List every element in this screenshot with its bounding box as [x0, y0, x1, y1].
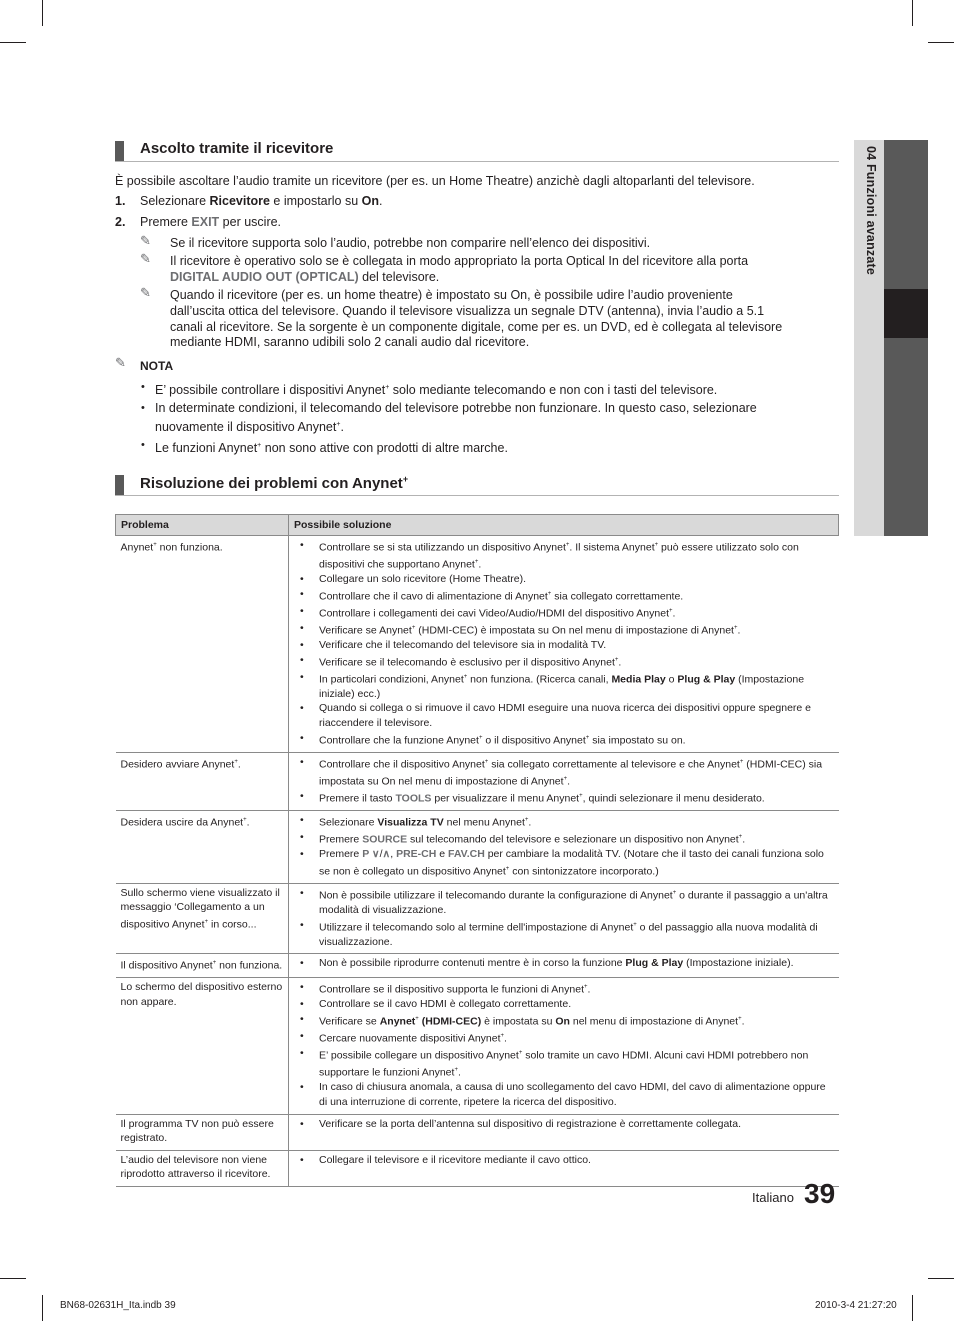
crop-mark — [928, 42, 954, 43]
crop-mark — [912, 1295, 913, 1321]
column-header: Problema — [116, 515, 289, 536]
list-item: • Verificare se Anynet+ (HDMI-CEC) è impostata su On nel menu di impostazione di Anynet+. — [297, 1012, 834, 1029]
solution-cell — [289, 883, 839, 953]
list-item: • Selezionare Visualizza TV nel menu Anynet+. — [297, 813, 834, 830]
crop-mark — [0, 1278, 26, 1279]
chapter-tab-block — [884, 140, 928, 536]
solution-cell — [289, 954, 839, 978]
crop-mark — [912, 0, 913, 26]
list-item: • Controllare se si sta utilizzando un dispositivo Anynet+. Il sistema Anynet+ può essere utilizzato solo con dispositivi che supportano Anynet+. — [297, 538, 834, 572]
pencil-icon: ✎ — [140, 251, 151, 266]
list-item: • Utilizzare il telecomando solo al termine dell'impostazione di Anynet+ o del passaggio alla nuova modalità di visualizzazione. — [297, 918, 834, 950]
problem-cell: Desidera uscire da Anynet+. — [116, 811, 289, 884]
solution-cell — [289, 978, 839, 1114]
list-item: • In particolari condizioni, Anynet+ non funziona. (Ricerca canali, Media Play o Plug & Play (Impostazione iniziale) ecc.) — [297, 670, 834, 702]
list-item: • Verificare che il telecomando del televisore sia in modalità TV. — [297, 638, 834, 653]
section-heading-receiver — [115, 140, 839, 162]
nota-label: NOTA — [140, 359, 174, 373]
problem-cell: Sullo schermo viene visualizzato il messaggio ‘Collegamento a un dispositivo Anynet+ in corso... — [116, 883, 289, 953]
column-header: Possibile soluzione — [289, 515, 839, 536]
note-text: Quando il ricevitore (per es. un home theatre) è impostato su On, è possibile udire l’audio proveniente — [170, 288, 733, 302]
optical-port-label: DIGITAL AUDIO OUT (OPTICAL) — [170, 270, 359, 284]
bullet: • — [141, 402, 145, 414]
chapter-tab-active-marker — [884, 289, 928, 338]
list-item: • Non è possibile riprodurre contenuti mentre è in corso la funzione Plug & Play (Impostazione iniziale). — [297, 956, 834, 971]
list-item: • Controllare se il cavo HDMI è collegato correttamente. — [297, 997, 834, 1012]
pencil-icon: ✎ — [140, 285, 151, 300]
solution-cell — [289, 1114, 839, 1150]
crop-mark — [42, 1295, 43, 1321]
chapter-tab-label: 04 Funzioni avanzate — [864, 146, 878, 276]
list-item: • Controllare che il dispositivo Anynet+ sia collegato correttamente al televisore e che Anynet+ (HDMI-CEC) sia impostata su On nel menu di impostazione di Anynet+. — [297, 755, 834, 789]
file-info: BN68-02631H_Ita.indb 39 — [60, 1300, 176, 1311]
list-item: • Controllare i collegamenti dei cavi Video/Audio/HDMI del dispositivo Anynet+. — [297, 604, 834, 621]
step-number: 2. — [115, 215, 126, 229]
note-text: mediante HDMI, saranno udibili solo 2 canali audio dal ricevitore. — [170, 335, 530, 349]
table-row — [116, 883, 839, 953]
note-text: canali al ricevitore. Se la sorgente è un componente digitale, come per es. un DVD, ed è collegata al televisore — [170, 320, 783, 334]
note-text: Se il ricevitore supporta solo l’audio, potrebbe non comparire nell’elenco dei dispositivi. — [170, 236, 651, 250]
solution-cell — [289, 1150, 839, 1186]
nota-item: nuovamente il dispositivo Anynet+. — [155, 420, 344, 435]
print-timestamp: 2010-3-4 21:27:20 — [815, 1300, 897, 1311]
note-text: DIGITAL AUDIO OUT (OPTICAL) del televisore. — [170, 270, 440, 284]
list-item: • Verificare se la porta dell’antenna sul dispositivo di registrazione è correttamente collegata. — [297, 1117, 834, 1132]
list-item: • Collegare un solo ricevitore (Home Theatre). — [297, 572, 834, 587]
solution-cell — [289, 536, 839, 753]
section-title: Risoluzione dei problemi con Anynet+ — [140, 474, 409, 492]
problem-cell: Il dispositivo Anynet+ non funziona. — [116, 954, 289, 978]
page-number: 39 — [804, 1178, 836, 1209]
list-item: • Verificare se il telecomando è esclusivo per il dispositivo Anynet+. — [297, 653, 834, 670]
section-heading-troubleshooting — [115, 474, 839, 496]
table-row — [116, 978, 839, 1114]
solution-cell — [289, 811, 839, 884]
list-item: • Non è possibile utilizzare il telecomando durante la configurazione di Anynet+ o durante il passaggio a un'altra modalità di visualizzazione. — [297, 886, 834, 918]
problem-cell: Desidero avviare Anynet+. — [116, 752, 289, 810]
list-item: • Cercare nuovamente dispositivi Anynet+. — [297, 1029, 834, 1046]
pencil-icon: ✎ — [140, 233, 151, 248]
crop-mark — [928, 1278, 954, 1279]
note-text: dall’uscita ottica del televisore. Quando il televisore visualizza un segnale DTV (antenna), invia l’audio a 5.1 — [170, 304, 765, 318]
table-row — [116, 752, 839, 810]
problem-cell: L’audio del televisore non viene riprodotto attraverso il ricevitore. — [116, 1150, 289, 1186]
list-item: • Quando si collega o si rimuove il cavo HDMI eseguire una nuova ricerca dei dispositivi oppure spegnere e riaccendere il televisore. — [297, 701, 834, 730]
nota-item: E’ possibile controllare i dispositivi Anynet+ solo mediante telecomando e non con i tasti del televisore. — [155, 383, 718, 398]
section-title: Ascolto tramite il ricevitore — [140, 140, 334, 157]
table-row — [116, 536, 839, 753]
pencil-icon: ✎ — [115, 355, 126, 370]
crop-mark — [42, 0, 43, 26]
problem-cell: Il programma TV non può essere registrato. — [116, 1114, 289, 1150]
note-text: Il ricevitore è operativo solo se è collegata in modo appropriato la porta Optical In del ricevitore alla porta — [170, 254, 749, 268]
list-item: • Controllare che la funzione Anynet+ o il dispositivo Anynet+ sia impostato su on. — [297, 731, 834, 748]
table-row — [116, 954, 839, 978]
list-item: • Premere il tasto TOOLS per visualizzare il menu Anynet+, quindi selezionare il menu desiderato. — [297, 789, 834, 806]
table-row — [116, 811, 839, 884]
exit-key: EXIT — [191, 215, 220, 229]
step-number: 1. — [115, 194, 126, 208]
list-item: • Verificare se Anynet+ (HDMI-CEC) è impostata su On nel menu di impostazione di Anynet+. — [297, 621, 834, 638]
problem-cell: Anynet+ non funziona. — [116, 536, 289, 753]
nota-item: Le funzioni Anynet+ non sono attive con prodotti di altre marche. — [155, 441, 508, 456]
solution-cell — [289, 752, 839, 810]
list-item: • Controllare se il dispositivo supporta le funzioni di Anynet+. — [297, 980, 834, 997]
heading-bar — [115, 141, 124, 161]
list-item: • E’ possibile collegare un dispositivo Anynet+ solo tramite un cavo HDMI. Alcuni cavi HDMI potrebbero non supportare le funzioni Anynet+. — [297, 1046, 834, 1080]
nota-item: In determinate condizioni, il telecomando del televisore potrebbe non funzionare. In questo caso, selezionare — [155, 401, 757, 415]
table-row — [116, 1150, 839, 1186]
bullet: • — [141, 439, 145, 451]
list-item: • In caso di chiusura anomala, a causa di uno scollegamento del cavo HDMI, del cavo di alimentazione oppure di una interruzione di corrente, ripetere la ricerca del dispositivo. — [297, 1080, 834, 1109]
list-item: • Controllare che il cavo di alimentazione di Anynet+ sia collegato correttamente. — [297, 587, 834, 604]
step-2: Premere EXIT per uscire. — [140, 215, 282, 229]
list-item: • Collegare il televisore e il ricevitore mediante il cavo ottico. — [297, 1153, 834, 1168]
table-row — [116, 1114, 839, 1150]
crop-mark — [0, 42, 26, 43]
troubleshooting-table — [115, 514, 839, 1187]
page-language: Italiano — [752, 1190, 794, 1205]
list-item: • Premere SOURCE sul telecomando del televisore e selezionare un dispositivo non Anynet+. — [297, 830, 834, 847]
heading-bar — [115, 475, 124, 495]
problem-cell: Lo schermo del dispositivo esterno non appare. — [116, 978, 289, 1114]
intro-text: È possibile ascoltare l’audio tramite un ricevitore (per es. un Home Theatre) anzichè dagli altoparlanti del televisore. — [115, 174, 755, 188]
table-header-row — [116, 515, 839, 536]
bullet: • — [141, 381, 145, 393]
list-item: • Premere P ∨/∧, PRE-CH e FAV.CH per cambiare la modalità TV. (Notare che il tasto dei canali funziona solo se non è collegato un dispositivo Anynet+ con sintonizzatore incorporato.) — [297, 847, 834, 879]
step-1: Selezionare Ricevitore e impostarlo su On. — [140, 194, 383, 208]
